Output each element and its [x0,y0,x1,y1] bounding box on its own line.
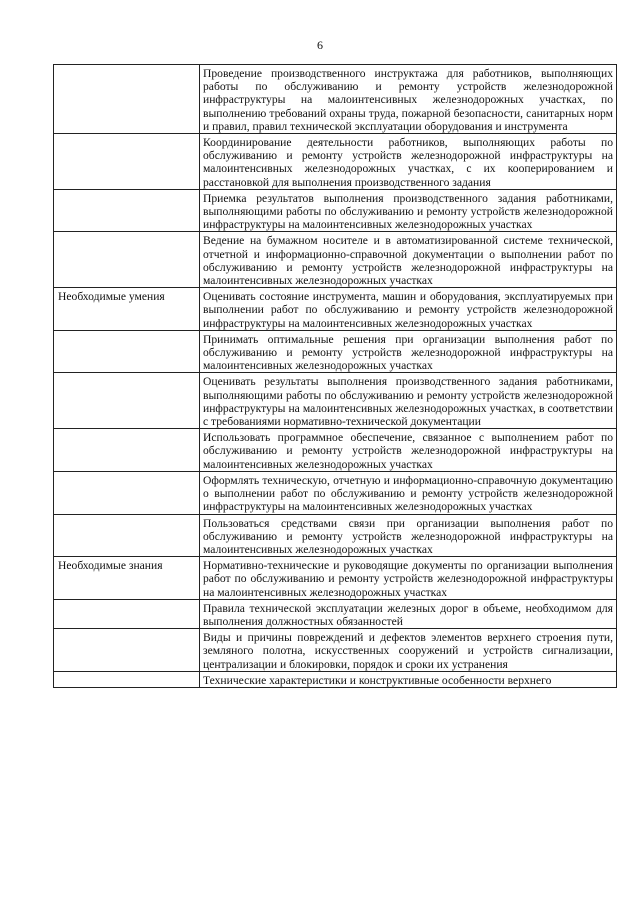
row-label-knowledge: Необходимые знания [54,557,200,600]
row-text: Использовать программное обеспечение, связанное с выполнением работ по обслуживанию и ремонту устройств железнодорожной инфраструктуры на малоинтенсивных железнодорожных участках [200,429,617,472]
row-text: Оформлять техническую, отчетную и информационно-справочную документацию о выполнении работ по обслуживанию и ремонту устройств железнодорожной инфраструктуры на малоинтенсивных железнодорожных участках [200,471,617,514]
table-row [54,65,617,134]
row-text: Координирование деятельности работников, выполняющих работы по обслуживанию и ремонту устройств железнодорожной инфраструктуры на малоинтенсивных железнодорожных участках, с их кооперированием и расстановкой для выполнения производственного задания [200,134,617,190]
table-row [54,288,617,331]
row-text: Пользоваться средствами связи при организации выполнения работ по обслуживанию и ремонту устройств железнодорожной инфраструктуры на малоинтенсивных железнодорожных участках [200,514,617,557]
row-label [54,629,200,672]
row-label [54,189,200,232]
table-row [54,599,617,628]
row-label [54,65,200,134]
table-row [54,134,617,190]
table-row [54,330,617,373]
competency-table [53,64,617,688]
row-text: Проведение производственного инструктажа для работников, выполняющих работы по обслуживанию и ремонту устройств железнодорожной инфраструктуры на малоинтенсивных железнодорожных участках, по выполнению требований охраны труда, пожарной безопасности, санитарных норм и правил, правил технической эксплуатации оборудования и инструмента [200,65,617,134]
row-text: Нормативно-технические и руководящие документы по организации выполнения работ по обслуживанию и ремонту устройств железнодорожной инфраструктуры на малоинтенсивных железнодорожных участках [200,557,617,600]
table-row [54,232,617,288]
row-text: Принимать оптимальные решения при организации выполнения работ по обслуживанию и ремонту устройств железнодорожной инфраструктуры на малоинтенсивных железнодорожных участках [200,330,617,373]
row-text: Оценивать результаты выполнения производственного задания работниками, выполняющими работы по обслуживанию и ремонту устройств железнодорожной инфраструктуры на малоинтенсивных железнодорожных участках, в соответствии с требованиями нормативно-технической документации [200,373,617,429]
row-text: Оценивать состояние инструмента, машин и оборудования, эксплуатируемых при выполнении работ по обслуживанию и ремонту устройств железнодорожной инфраструктуры на малоинтенсивных железнодорожных участках [200,288,617,331]
row-text: Правила технической эксплуатации железных дорог в объеме, необходимом для выполнения должностных обязанностей [200,599,617,628]
table-row-cut [54,671,617,687]
row-text-cut: Технические характеристики и конструктивные особенности верхнего [200,671,617,687]
row-text: Приемка результатов выполнения производственного задания работниками, выполняющими работы по обслуживанию и ремонту устройств железнодорожной инфраструктуры на малоинтенсивных железнодорожных участках [200,189,617,232]
table-row [54,514,617,557]
row-label [54,330,200,373]
table-row [54,429,617,472]
table-row [54,373,617,429]
table-row [54,189,617,232]
row-label [54,471,200,514]
row-text: Ведение на бумажном носителе и в автоматизированной системе технической, отчетной и информационно-справочной документации о выполнении работ по обслуживанию и ремонту устройств железнодорожной инфраструктуры на малоинтенсивных железнодорожных участках [200,232,617,288]
row-label [54,134,200,190]
row-label [54,373,200,429]
row-label [54,232,200,288]
row-label [54,514,200,557]
row-label [54,599,200,628]
row-text: Виды и причины повреждений и дефектов элементов верхнего строения пути, земляного полотна, искусственных сооружений и устройств сигнализации, централизации и блокировки, порядок и сроки их устранения [200,629,617,672]
row-label-skills: Необходимые умения [54,288,200,331]
page-number: 6 [317,38,323,52]
table-row [54,471,617,514]
row-label [54,671,200,687]
table-row [54,557,617,600]
table-row [54,629,617,672]
row-label [54,429,200,472]
